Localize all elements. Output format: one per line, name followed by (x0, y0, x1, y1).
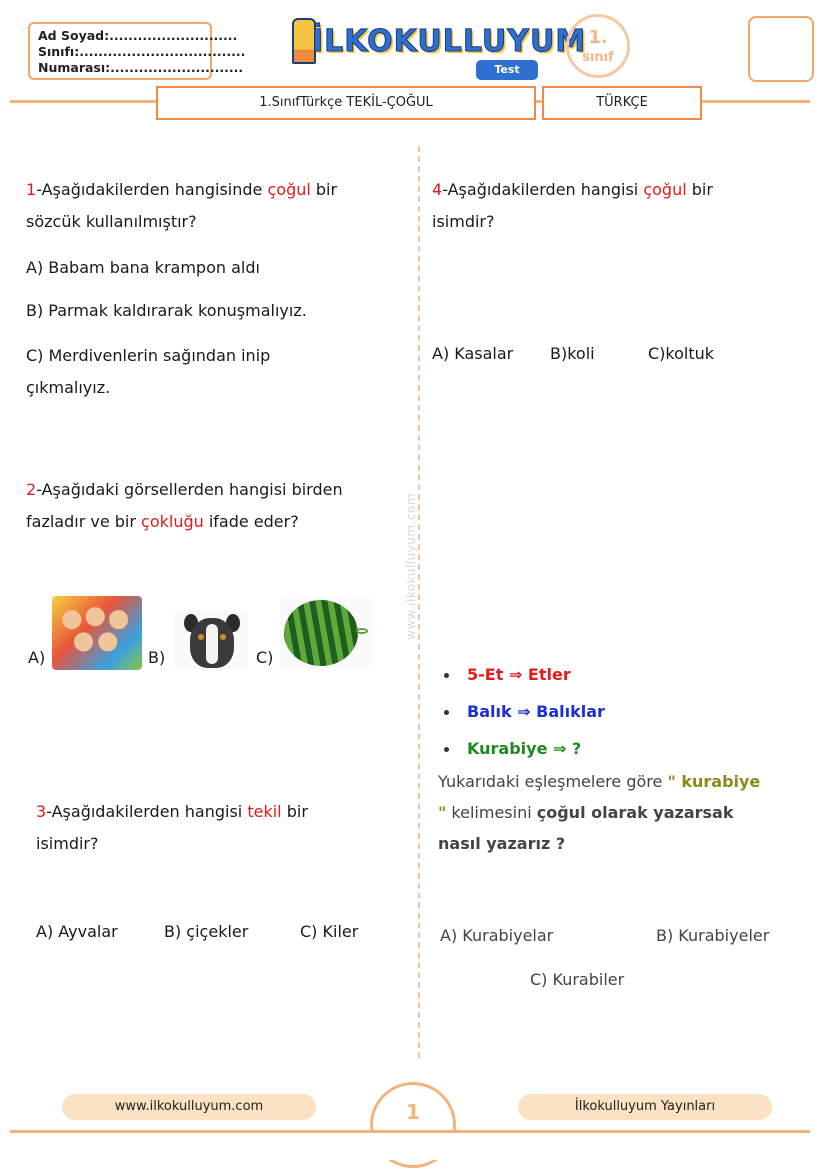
grade-badge (566, 14, 630, 78)
worksheet-title: 1.SınıfTürkçe TEKİL-ÇOĞUL (156, 86, 536, 120)
q5-option-a: A) Kurabiyelar (440, 926, 554, 945)
list-item: Kurabiye ⇒ ? (444, 730, 605, 767)
subject-label: TÜRKÇE (542, 86, 702, 120)
student-info-box (28, 22, 246, 80)
q1-option-b: B) Parmak kaldırarak konuşmalıyız. (26, 301, 307, 320)
logo-text: İLKOKULLUYUM (312, 24, 587, 59)
footer-divider (10, 1130, 810, 1133)
q4-options (432, 344, 792, 368)
question-number: 3 (36, 802, 47, 821)
q4-option-c: C)koltuk (648, 344, 715, 363)
student-class-label: Sınıfı:................................... (38, 44, 246, 59)
q5-option-b: B) Kurabiyeler (656, 926, 770, 945)
question-5-list (444, 656, 605, 767)
logo-badge: Test (476, 60, 538, 80)
question-4: 4-Aşağıdakilerden hangisi çoğul bir isimdir? (432, 180, 713, 231)
q1-option-a: A) Babam bana krampon aldı (26, 258, 260, 277)
keyword-highlight: tekil (247, 802, 282, 821)
footer-website: www.ilkokulluyum.com (62, 1094, 316, 1120)
keyword-highlight: çoğul (267, 180, 311, 199)
keyword-highlight: çoğul (643, 180, 687, 199)
question-2: 2-Aşağıdaki görsellerden hangisi birden fazladır ve bir çokluğu ifade eder? (26, 480, 343, 531)
dog-image (174, 610, 248, 670)
q5-option-c: C) Kurabiler (530, 970, 625, 989)
q2-label-a: A) (28, 648, 46, 667)
grade-number: 1. (588, 27, 608, 48)
q2-label-b: B) (148, 648, 166, 667)
q2-label-c: C) (256, 648, 274, 667)
logo (292, 18, 587, 80)
student-number-label: Numarası:............................ (38, 60, 244, 75)
q3-option-a: A) Ayvalar (36, 922, 118, 941)
footer-publisher: İlkokulluyum Yayınları (518, 1094, 772, 1120)
watermelon-image (280, 598, 372, 668)
q1-option-c: C) Merdivenlerin sağından inip çıkmalıyız. (26, 346, 271, 397)
column-divider (418, 146, 420, 1058)
q3-option-b: B) çiçekler (164, 922, 249, 941)
keyword-highlight: çokluğu (141, 512, 204, 531)
question-number: 2 (26, 480, 37, 499)
children-group-image (52, 596, 142, 670)
watermark: www.ilkokulluyum.com (404, 493, 418, 640)
q2-image-options (28, 596, 388, 672)
list-item: 5-Et ⇒ Etler (444, 656, 605, 693)
q5-options (440, 926, 800, 996)
question-number: 1 (26, 180, 37, 199)
student-name-label: Ad Soyad:........................... (38, 28, 238, 43)
q3-options (36, 922, 396, 946)
question-5: Yukarıdaki eşleşmelere göre " kurabiye " kelimesini çoğul olarak yazarsak nasıl yazarız ? (438, 772, 761, 853)
question-number: 4 (432, 180, 443, 199)
page-number: 1 (406, 1100, 420, 1124)
question-3: 3-Aşağıdakilerden hangisi tekil bir isimdir? (36, 802, 308, 853)
q4-option-b: B)koli (550, 344, 595, 363)
grade-word: sınıf (582, 50, 614, 65)
list-item: Balık ⇒ Balıklar (444, 693, 605, 730)
score-box (748, 16, 814, 82)
q4-option-a: A) Kasalar (432, 344, 514, 363)
question-1: 1-Aşağıdakilerden hangisinde çoğul bir sözcük kullanılmıştır? (26, 180, 338, 231)
q3-option-c: C) Kiler (300, 922, 359, 941)
